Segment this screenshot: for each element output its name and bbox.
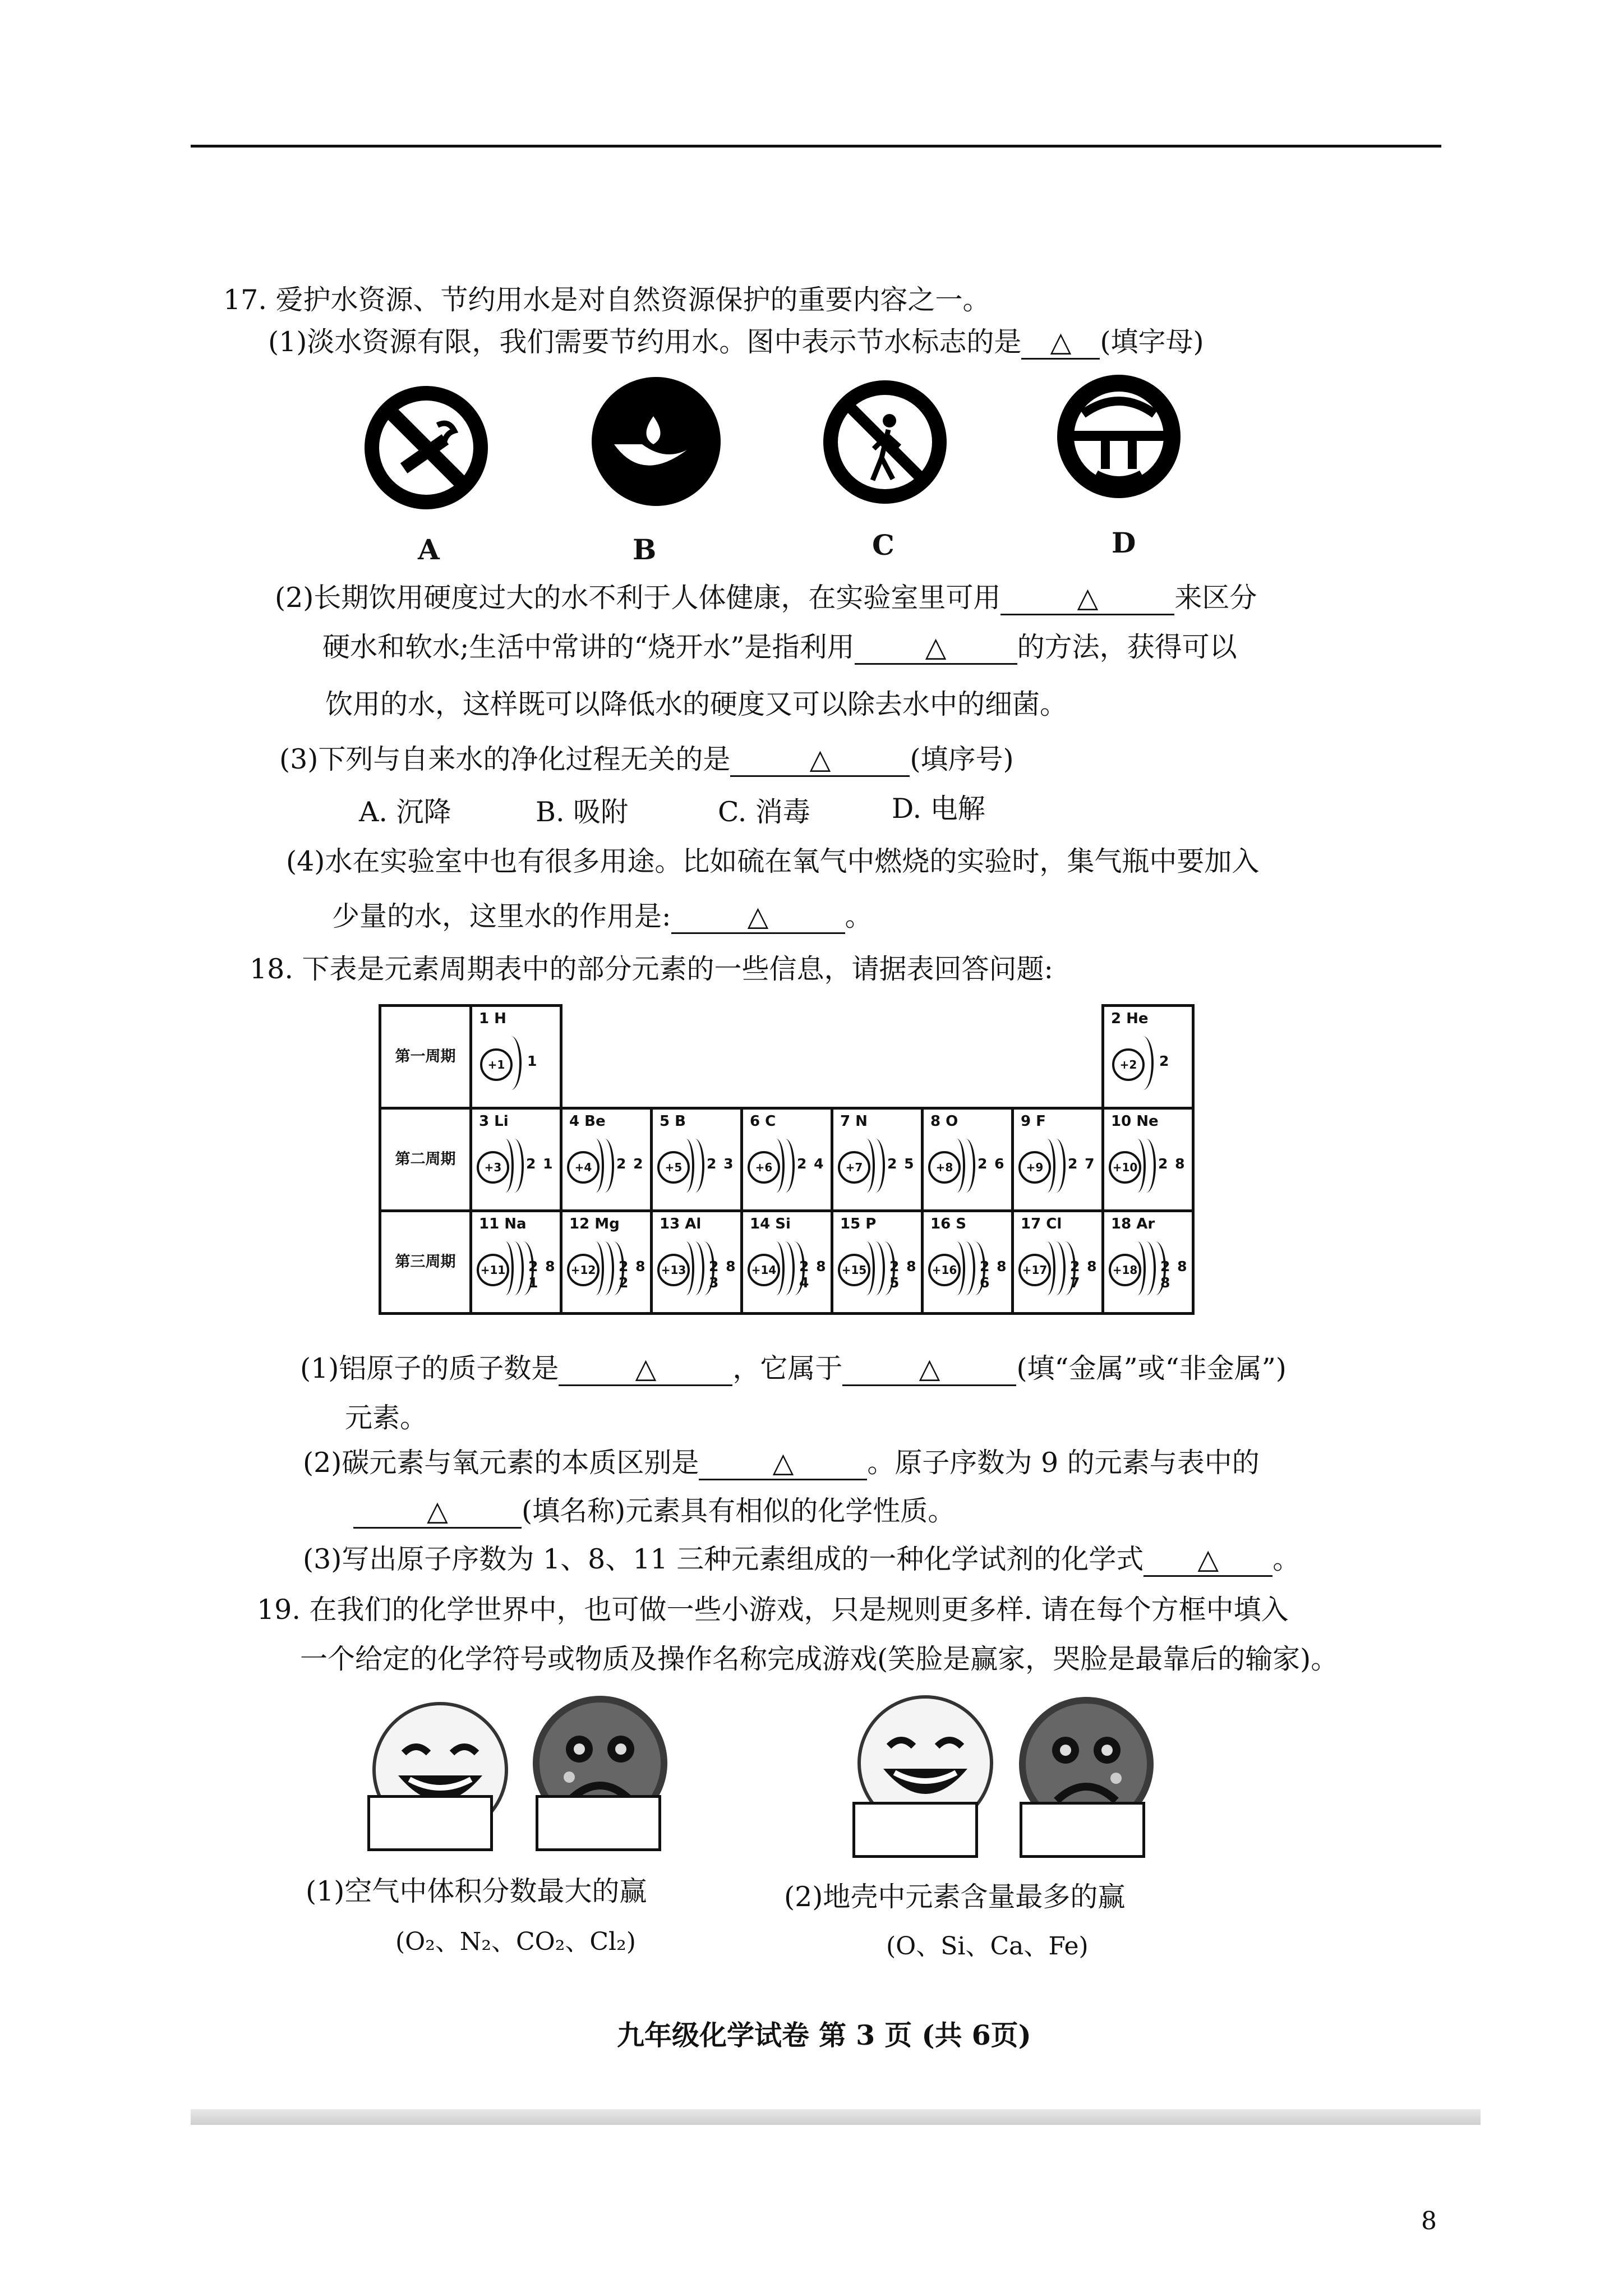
q18-part1-line2: 元素。 bbox=[345, 1402, 428, 1434]
shell-arc bbox=[776, 1139, 795, 1193]
element-cell bbox=[832, 1108, 923, 1211]
q18-part3-text: (3)写出原子序数为 1、8、11 三种元素组成的一种化学试剂的化学式 bbox=[303, 1543, 1144, 1575]
nucleus-icon: +6 bbox=[748, 1151, 780, 1184]
nucleus-icon: +7 bbox=[838, 1151, 870, 1184]
element-symbol: 16 S bbox=[930, 1216, 966, 1232]
element-symbol: 8 O bbox=[930, 1113, 958, 1130]
element-cell bbox=[832, 1211, 923, 1314]
element-symbol: 4 Be bbox=[569, 1113, 606, 1130]
sign-letter-c: C bbox=[872, 528, 895, 562]
q18-part2-line2 bbox=[353, 1494, 955, 1529]
element-cell bbox=[561, 1108, 652, 1211]
period-label-2: 第二周期 bbox=[380, 1108, 471, 1211]
q18-part2-text-a: (2)碳元素与氧元素的本质区别是 bbox=[303, 1447, 699, 1479]
electron-config: 1 bbox=[527, 1053, 538, 1069]
game1-options: (O₂、N₂、CO₂、Cl₂) bbox=[395, 1927, 636, 1956]
answer-blank[interactable]: △ bbox=[1000, 582, 1174, 615]
element-cell bbox=[471, 1108, 561, 1211]
q18-part1-text-a: (1)铝原子的质子数是 bbox=[300, 1352, 559, 1384]
nucleus-icon: +1 bbox=[480, 1048, 513, 1081]
q17-part1-tail: (填字母) bbox=[1100, 326, 1204, 358]
recycling-sign-icon bbox=[1057, 375, 1181, 498]
electron-config: 2 3 bbox=[707, 1156, 735, 1172]
q18-part2-line1 bbox=[303, 1446, 1260, 1480]
element-symbol: 12 Mg bbox=[569, 1216, 620, 1232]
element-symbol: 9 F bbox=[1021, 1113, 1046, 1130]
q17-part2-line2 bbox=[322, 631, 1237, 665]
shell-arc bbox=[1137, 1139, 1156, 1193]
sign-letter-b: B bbox=[633, 533, 657, 566]
element-symbol: 1 H bbox=[479, 1010, 506, 1027]
nucleus-icon: +12 bbox=[567, 1254, 600, 1286]
q19-line2: 一个给定的化学符号或物质及操作名称完成游戏(笑脸是赢家，哭脸是最靠后的输家)。 bbox=[300, 1643, 1339, 1675]
nucleus-icon: +10 bbox=[1109, 1151, 1141, 1184]
element-cell bbox=[1103, 1006, 1193, 1108]
element-symbol: 2 He bbox=[1111, 1010, 1149, 1027]
sign-letter-a: A bbox=[418, 533, 440, 566]
element-cell bbox=[742, 1108, 832, 1211]
element-cell bbox=[561, 1211, 652, 1314]
answer-blank[interactable]: △ bbox=[1144, 1544, 1272, 1577]
q17-part2-line1 bbox=[275, 581, 1257, 615]
q17-part2-text-a: (2)长期饮用硬度过大的水不利于人体健康，在实验室里可用 bbox=[275, 582, 1001, 614]
q17-option-d: D. 电解 bbox=[892, 793, 985, 825]
nucleus-icon: +16 bbox=[928, 1254, 961, 1286]
element-cell bbox=[1103, 1211, 1193, 1314]
q18-part3 bbox=[303, 1543, 1300, 1577]
answer-box[interactable] bbox=[536, 1795, 661, 1851]
element-symbol: 13 Al bbox=[660, 1216, 702, 1232]
q17-part4-end: 。 bbox=[845, 900, 873, 932]
q17-part1 bbox=[268, 325, 1204, 360]
q17-title: 17. 爱护水资源、节约用水是对自然资源保护的重要内容之一。 bbox=[223, 284, 990, 316]
q17-part4-line1: (4)水在实验室中也有很多用途。比如硫在氧气中燃烧的实验时，集气瓶中要加入 bbox=[286, 845, 1260, 877]
element-symbol: 5 B bbox=[660, 1113, 686, 1130]
electron-config: 2 8 2 bbox=[619, 1258, 647, 1291]
answer-blank[interactable]: △ bbox=[730, 744, 910, 777]
shell-arc bbox=[685, 1139, 704, 1193]
q17-part2-line3: 饮用的水，这样既可以降低水的硬度又可以除去水中的细菌。 bbox=[325, 688, 1068, 720]
nucleus-icon: +17 bbox=[1018, 1254, 1051, 1286]
q17-part3-text: (3)下列与自来水的净化过程无关的是 bbox=[279, 743, 731, 775]
answer-box[interactable] bbox=[367, 1795, 493, 1851]
electron-config: 2 8 1 bbox=[528, 1258, 556, 1291]
nucleus-icon: +11 bbox=[477, 1254, 509, 1286]
q18-part1-text-c: (填“金属”或“非金属”) bbox=[1016, 1352, 1287, 1384]
q18-part1-line1 bbox=[300, 1352, 1287, 1386]
page-footer: 九年级化学试卷 第 3 页 (共 6页) bbox=[617, 2019, 1031, 2051]
electron-config: 2 bbox=[1159, 1053, 1170, 1069]
q18-part1-text-b: ，它属于 bbox=[732, 1352, 843, 1384]
shell-arc bbox=[866, 1139, 885, 1193]
answer-blank[interactable]: △ bbox=[699, 1447, 867, 1480]
nucleus-icon: +15 bbox=[838, 1254, 870, 1286]
shell-arc bbox=[500, 1036, 522, 1090]
element-cell bbox=[923, 1108, 1013, 1211]
electron-config: 2 7 bbox=[1068, 1156, 1096, 1172]
electron-config: 2 8 5 bbox=[889, 1258, 917, 1291]
electron-config: 2 8 6 bbox=[980, 1258, 1008, 1291]
shell-arc bbox=[956, 1139, 975, 1193]
q17-part4-text: 少量的水，这里水的作用是: bbox=[332, 900, 671, 932]
nucleus-icon: +3 bbox=[477, 1151, 509, 1184]
nucleus-icon: +8 bbox=[928, 1151, 961, 1184]
electron-config: 2 8 bbox=[1158, 1156, 1186, 1172]
element-symbol: 17 Cl bbox=[1021, 1216, 1062, 1232]
q17-option-a: A. 沉降 bbox=[359, 796, 451, 828]
nucleus-icon: +14 bbox=[748, 1254, 780, 1286]
periodic-table bbox=[379, 1004, 1195, 1315]
q18-title: 18. 下表是元素周期表中的部分元素的一些信息，请据表回答问题: bbox=[250, 953, 1054, 985]
answer-blank[interactable]: △ bbox=[1021, 326, 1100, 360]
q18-part2-text-b: 。原子序数为 9 的元素与表中的 bbox=[867, 1447, 1260, 1479]
q17-part1-text: (1)淡水资源有限，我们需要节约用水。图中表示节水标志的是 bbox=[268, 326, 1022, 358]
element-symbol: 14 Si bbox=[750, 1216, 791, 1232]
element-symbol: 6 C bbox=[750, 1113, 776, 1130]
element-symbol: 15 P bbox=[840, 1216, 877, 1232]
element-symbol: 3 Li bbox=[479, 1113, 509, 1130]
electron-config: 2 6 bbox=[978, 1156, 1006, 1172]
element-symbol: 18 Ar bbox=[1111, 1216, 1155, 1232]
q17-part2-text-d: 的方法，获得可以 bbox=[1017, 631, 1237, 663]
element-cell bbox=[1013, 1211, 1103, 1314]
q17-option-b: B. 吸附 bbox=[536, 796, 629, 828]
nucleus-icon: +4 bbox=[567, 1151, 600, 1184]
q18-part2-text-c: (填名称)元素具有相似的化学性质。 bbox=[522, 1495, 956, 1527]
element-cell bbox=[471, 1006, 561, 1108]
q18-part3-end: 。 bbox=[1272, 1543, 1301, 1575]
game2-options: (O、Si、Ca、Fe) bbox=[886, 1932, 1089, 1961]
electron-config: 2 8 3 bbox=[709, 1258, 737, 1291]
q17-part2-text-b: 来区分 bbox=[1174, 582, 1257, 614]
q17-part4-line2 bbox=[332, 900, 873, 934]
answer-blank[interactable]: △ bbox=[559, 1353, 732, 1386]
nucleus-icon: +9 bbox=[1018, 1151, 1051, 1184]
element-symbol: 7 N bbox=[840, 1113, 868, 1130]
electron-config: 2 8 7 bbox=[1070, 1258, 1098, 1291]
answer-blank[interactable]: △ bbox=[842, 1353, 1016, 1386]
game2-label: (2)地壳中元素含量最多的赢 bbox=[784, 1881, 1126, 1913]
shell-arc bbox=[1132, 1036, 1154, 1090]
nucleus-icon: +13 bbox=[657, 1254, 690, 1286]
electron-config: 2 1 bbox=[526, 1156, 554, 1172]
electron-config: 2 4 bbox=[797, 1156, 825, 1172]
period-label-3: 第三周期 bbox=[380, 1211, 471, 1314]
no-smoking-sign-icon bbox=[365, 386, 488, 509]
q17-part3 bbox=[279, 743, 1014, 777]
element-symbol: 11 Na bbox=[479, 1216, 527, 1232]
sign-letter-d: D bbox=[1112, 526, 1136, 559]
element-cell bbox=[742, 1211, 832, 1314]
page-number: 8 bbox=[1421, 2207, 1437, 2235]
electron-config: 2 8 8 bbox=[1160, 1258, 1188, 1291]
q17-part3-tail: (填序号) bbox=[910, 743, 1014, 775]
nucleus-icon: +5 bbox=[657, 1151, 690, 1184]
answer-blank[interactable]: △ bbox=[671, 901, 845, 934]
q17-option-c: C. 消毒 bbox=[718, 796, 810, 828]
game1-label: (1)空气中体积分数最大的赢 bbox=[306, 1875, 647, 1907]
element-symbol: 10 Ne bbox=[1111, 1113, 1159, 1130]
electron-config: 2 8 4 bbox=[799, 1258, 827, 1291]
element-cell bbox=[652, 1108, 742, 1211]
element-cell bbox=[1103, 1108, 1193, 1211]
shell-arc bbox=[595, 1139, 614, 1193]
q17-part2-text-c: 硬水和软水;生活中常讲的“烧开水”是指利用 bbox=[322, 631, 855, 663]
top-rule bbox=[191, 145, 1441, 148]
no-pedestrian-sign-icon bbox=[823, 380, 947, 504]
scan-bottom-edge bbox=[191, 2109, 1481, 2125]
electron-config: 2 5 bbox=[887, 1156, 915, 1172]
element-cell bbox=[923, 1211, 1013, 1314]
water-saving-sign-icon bbox=[592, 377, 721, 506]
answer-blank[interactable]: △ bbox=[353, 1496, 522, 1529]
answer-blank[interactable]: △ bbox=[855, 632, 1017, 665]
nucleus-icon: +2 bbox=[1112, 1048, 1145, 1081]
electron-config: 2 2 bbox=[616, 1156, 644, 1172]
element-cell bbox=[471, 1211, 561, 1314]
element-cell bbox=[652, 1211, 742, 1314]
period-label-1: 第一周期 bbox=[380, 1006, 471, 1108]
shell-arc bbox=[505, 1139, 524, 1193]
element-cell bbox=[1013, 1108, 1103, 1211]
q19-line1: 19. 在我们的化学世界中，也可做一些小游戏，只是规则更多样. 请在每个方框中填入 bbox=[257, 1594, 1289, 1626]
shell-arc bbox=[1046, 1139, 1066, 1193]
answer-box[interactable] bbox=[1020, 1802, 1145, 1858]
answer-box[interactable] bbox=[852, 1802, 978, 1858]
nucleus-icon: +18 bbox=[1109, 1254, 1141, 1286]
